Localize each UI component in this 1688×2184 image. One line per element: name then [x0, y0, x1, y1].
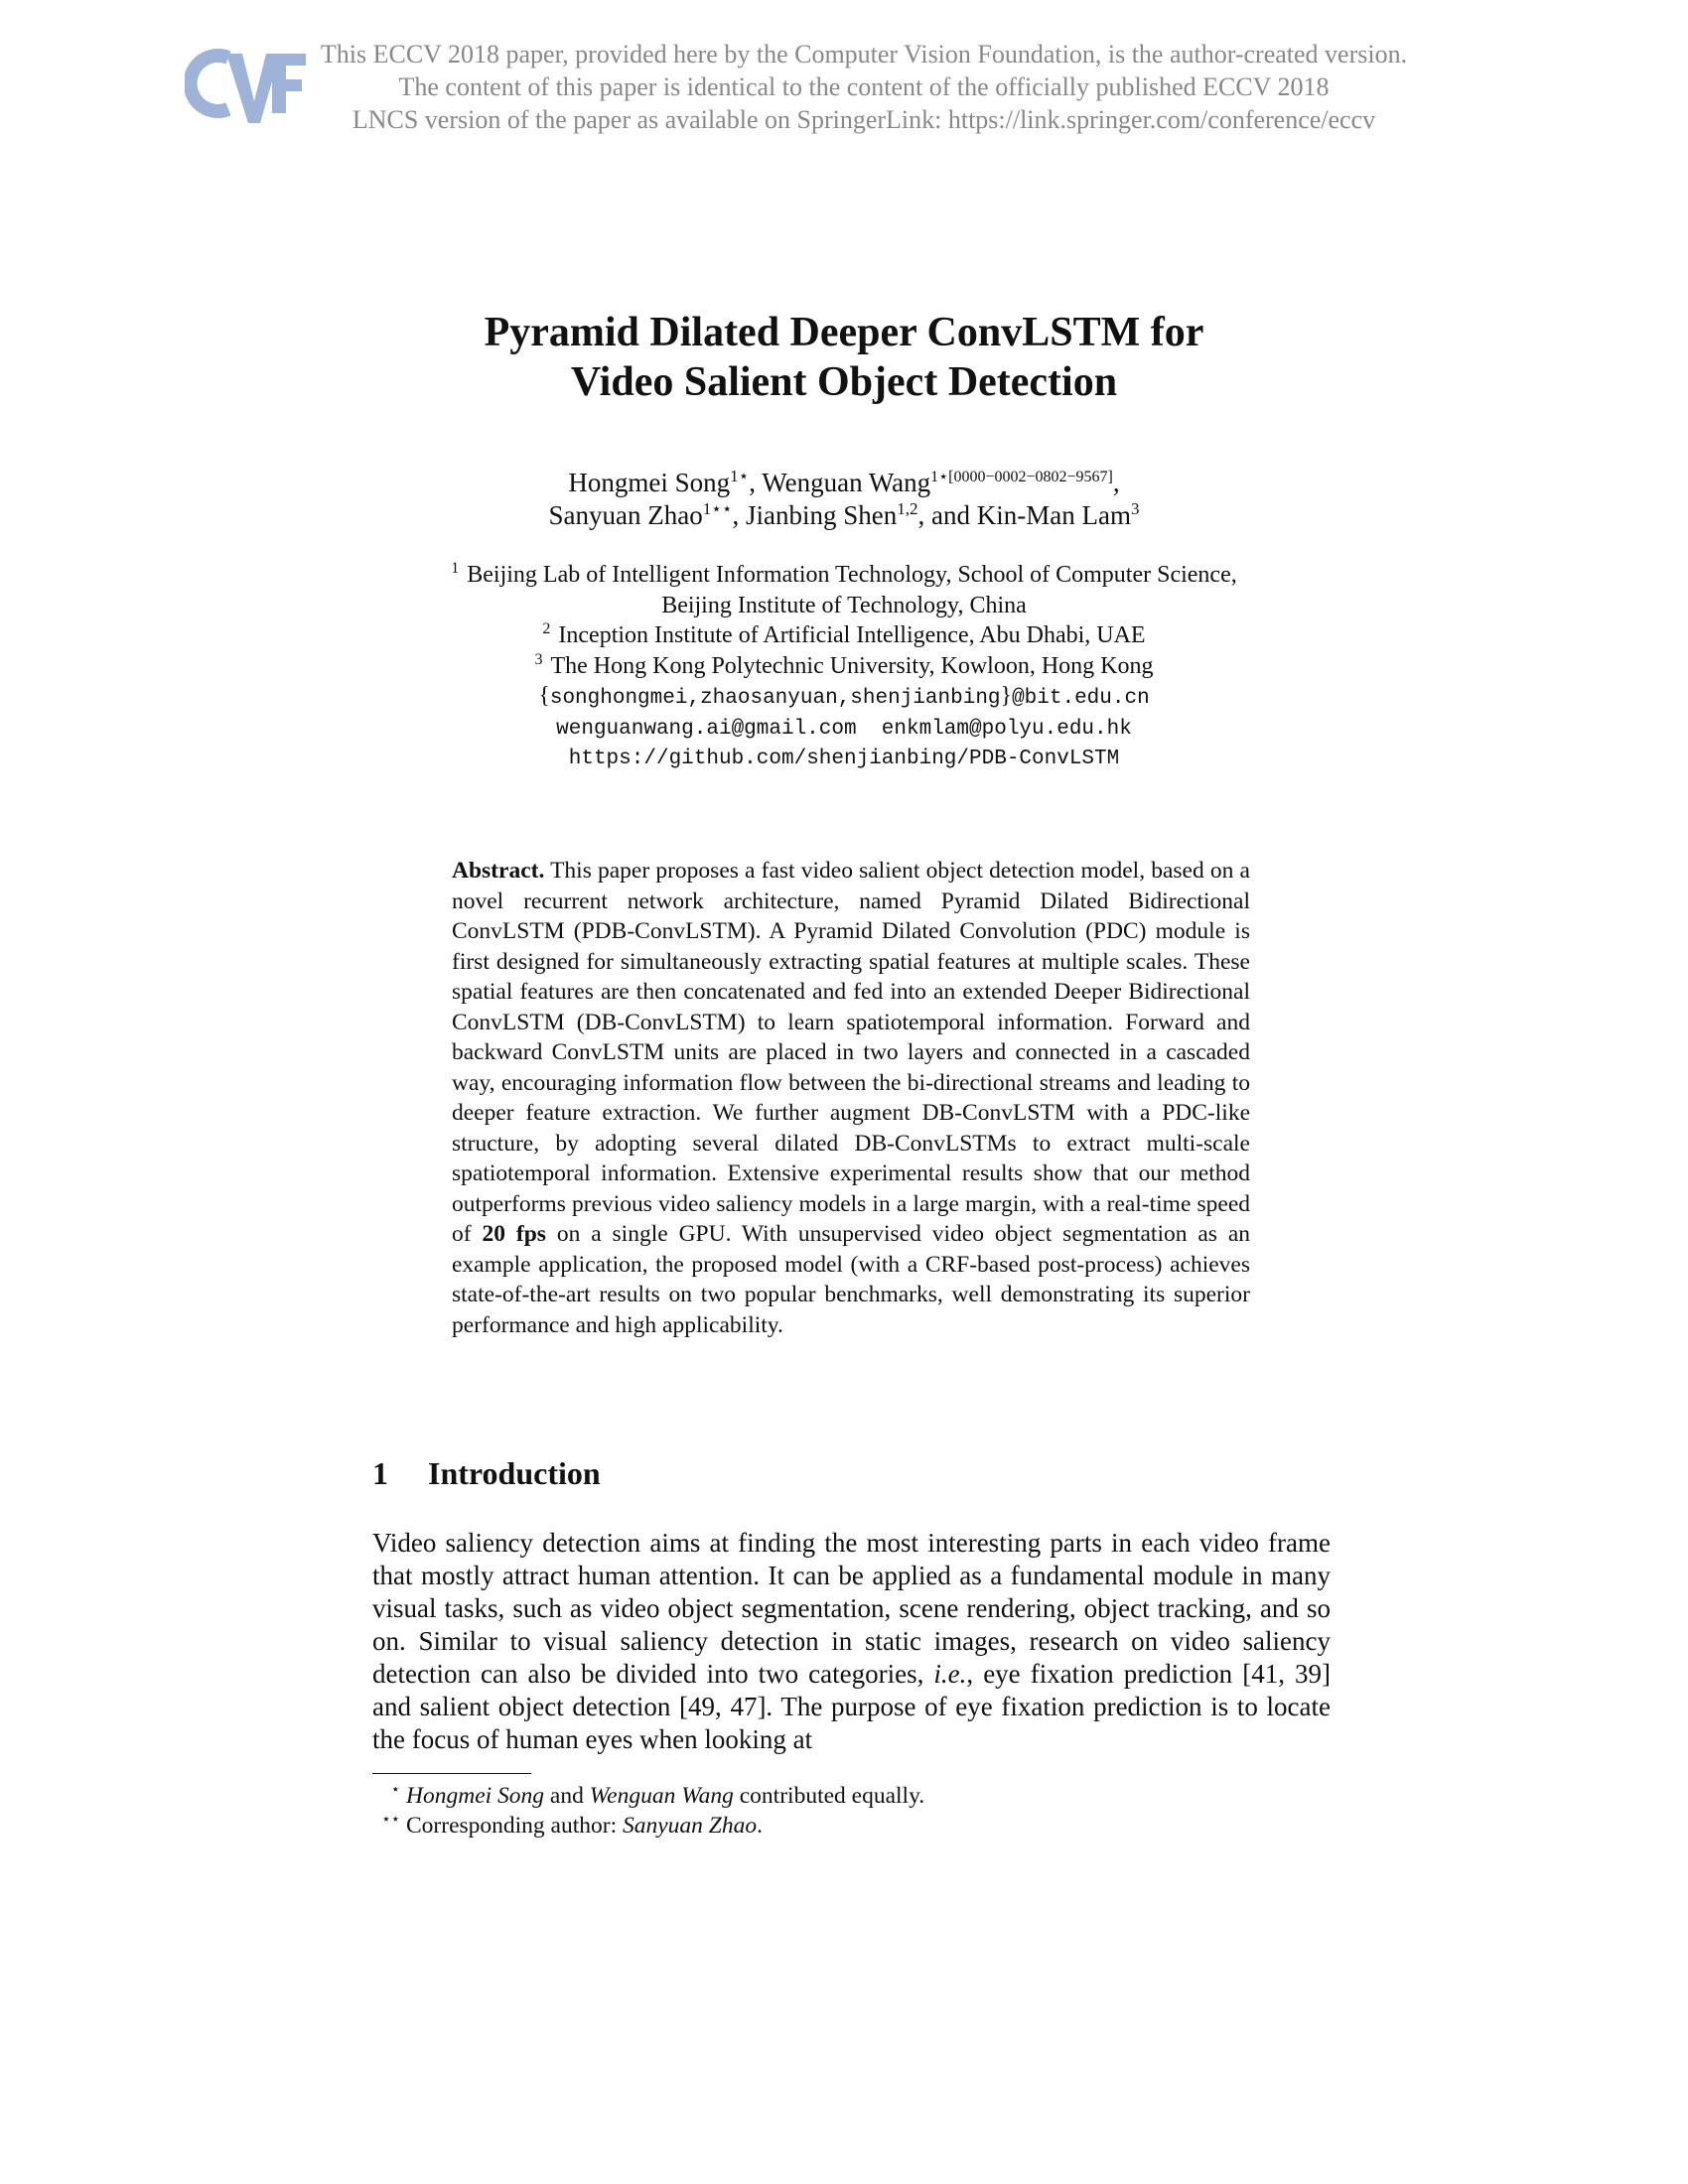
- footnote-name: Wenguan Wang: [589, 1783, 734, 1809]
- abstract-text: on a single GPU. With unsupervised video object segmentation as an example application, the proposed model (with a CRF-based post-process) achieves state-of-the-art results on two popular benchmarks, well demonstrating its superior performance and high applicability.: [452, 1221, 1251, 1338]
- author-name: Wenguan Wang: [762, 468, 931, 497]
- author-sup: 1,2: [897, 499, 918, 518]
- watermark-line: The content of this paper is identical to the content of the officially published ECCV 2018: [398, 72, 1330, 101]
- title-line: Pyramid Dilated Deeper ConvLSTM for: [484, 310, 1204, 355]
- github-link[interactable]: https://github.com/shenjianbing/PDB-ConvLSTM: [568, 748, 1120, 770]
- author-list: [357, 467, 1331, 532]
- footnote-text: contributed equally.: [733, 1783, 925, 1809]
- author-line-2: [357, 499, 1331, 532]
- cvf-logo-label: CVF: [185, 44, 187, 45]
- author-name: Hongmei Song: [568, 468, 731, 497]
- paper-title: [357, 308, 1331, 407]
- title-line: Video Salient Object Detection: [570, 359, 1118, 405]
- affiliation: [357, 591, 1331, 621]
- brace: }: [1000, 683, 1013, 709]
- footnote-1: ⋆ Hongmei Song and Wenguan Wang contributed equally.: [390, 1782, 925, 1809]
- author-name: Kin-Man Lam: [976, 500, 1131, 530]
- author-sup: 1⋆[0000−0002−0802−9567]: [930, 469, 1113, 485]
- abstract-label: Abstract.: [452, 858, 545, 884]
- author-sup: 1⋆⋆: [702, 499, 733, 518]
- affiliation-text: Inception Institute of Artificial Intelligence, Abu Dhabi, UAE: [558, 622, 1146, 648]
- affiliation-sup: 3: [534, 650, 543, 668]
- author-line-1: Hongmei Song$^{1⋆}$, Wenguan Wang$^{1⋆[0000-0002-0802-9567]}$,: [568, 467, 1120, 497]
- footnote-name: Sanyuan Zhao: [623, 1813, 758, 1839]
- abstract: [452, 856, 1250, 1340]
- affiliation-text: Beijing Lab of Intelligent Information Technology, School of Computer Science,: [467, 562, 1237, 588]
- brace: {: [538, 683, 550, 709]
- cvf-logo: [185, 44, 306, 127]
- separator: ,: [732, 500, 747, 530]
- abstract-text: This paper proposes a fast video salient object detection model, based on a novel recurrent network architecture, named Pyramid Dilated Bidirectional ConvLSTM (PDB-ConvLSTM). A Pyramid Dilated Convolution (PDC) module is first designed for simultaneously extracting spatial features at multiple scales. These spatial features are then concatenated and fed into an extended Deeper Bidirectional ConvLSTM (DB-ConvLSTM) to learn spatiotemporal information. Forward and backward ConvLSTM units are placed in two layers and connected in a cascaded way, encouraging information flow between the bi-directional streams and leading to deeper feature extraction. We further augment DB-ConvLSTM with a PDC-like structure, by adopting several dilated DB-ConvLSTMs to extract multi-scale spatiotemporal information. Extensive experimental results show that our method outperforms previous video saliency models in a large margin, with a real-time speed of: [452, 858, 1250, 1247]
- separator: ,: [749, 468, 763, 497]
- separator: , and: [917, 500, 977, 530]
- email-domain: @bit.edu.cn: [1012, 687, 1150, 710]
- affiliation: [357, 560, 1331, 591]
- affiliation-text: The Hong Kong Polytechnic University, Kowloon, Hong Kong: [550, 652, 1154, 679]
- footnote-text: .: [757, 1813, 763, 1839]
- footnote-text: Corresponding author:: [406, 1813, 623, 1839]
- intro-ie: i.e.: [933, 1659, 967, 1689]
- abstract-speed: 20 fps: [482, 1221, 546, 1247]
- affiliation: [357, 651, 1331, 682]
- author-sup: 1⋆: [730, 467, 750, 485]
- email-line-1: [357, 681, 1331, 715]
- watermark-line: This ECCV 2018 paper, provided here by the Computer Vision Foundation, is the author-created version.: [320, 40, 1408, 68]
- affiliations: [357, 560, 1331, 775]
- author-name: Jianbing Shen: [746, 500, 898, 530]
- author-name: Sanyuan Zhao: [548, 500, 703, 530]
- watermark: [298, 38, 1430, 136]
- section-title: Introduction: [428, 1455, 601, 1491]
- footnote-rule: [372, 1773, 531, 1774]
- watermark-line: LNCS version of the paper as available on SpringerLink: https://link.springer.com/conference/eccv: [352, 105, 1376, 134]
- section-number: 1: [372, 1455, 388, 1491]
- footnotes: [372, 1781, 1331, 1841]
- affiliation: [357, 620, 1331, 651]
- intro-paragraph: [372, 1527, 1331, 1756]
- email-users: songhongmei,zhaosanyuan,shenjianbing: [549, 687, 1001, 710]
- affiliation-text: Beijing Institute of Technology, China: [661, 592, 1027, 618]
- footnote-name: Hongmei Song: [406, 1783, 545, 1809]
- email-line-2: wenguanwang.ai@gmail.com enkmlam@polyu.edu.hk: [556, 717, 1132, 741]
- footnote-text: and: [544, 1783, 590, 1809]
- footnote-2: ⋆⋆ Corresponding author: Sanyuan Zhao.: [381, 1812, 763, 1839]
- intro-text: Video saliency detection aims at finding the most interesting parts in each video frame that mostly attract human attention. It can be applied as a fundamental module in many visual tasks, such as video object segmentation, scene rendering, object tracking, and so on. Similar to visual saliency detection in static images, research on video saliency detection can also be divided into two categories,: [372, 1528, 1331, 1689]
- intro-text: , eye fixation prediction [41, 39] and salient object detection [49, 47]. The purpose of eye fixation prediction is to locate the focus of human eyes when looking at: [372, 1659, 1331, 1754]
- author-sup: 3: [1130, 499, 1140, 518]
- affiliation-sup: 1: [451, 560, 460, 577]
- section-heading: [372, 1455, 601, 1492]
- affiliation-sup: 2: [542, 620, 551, 637]
